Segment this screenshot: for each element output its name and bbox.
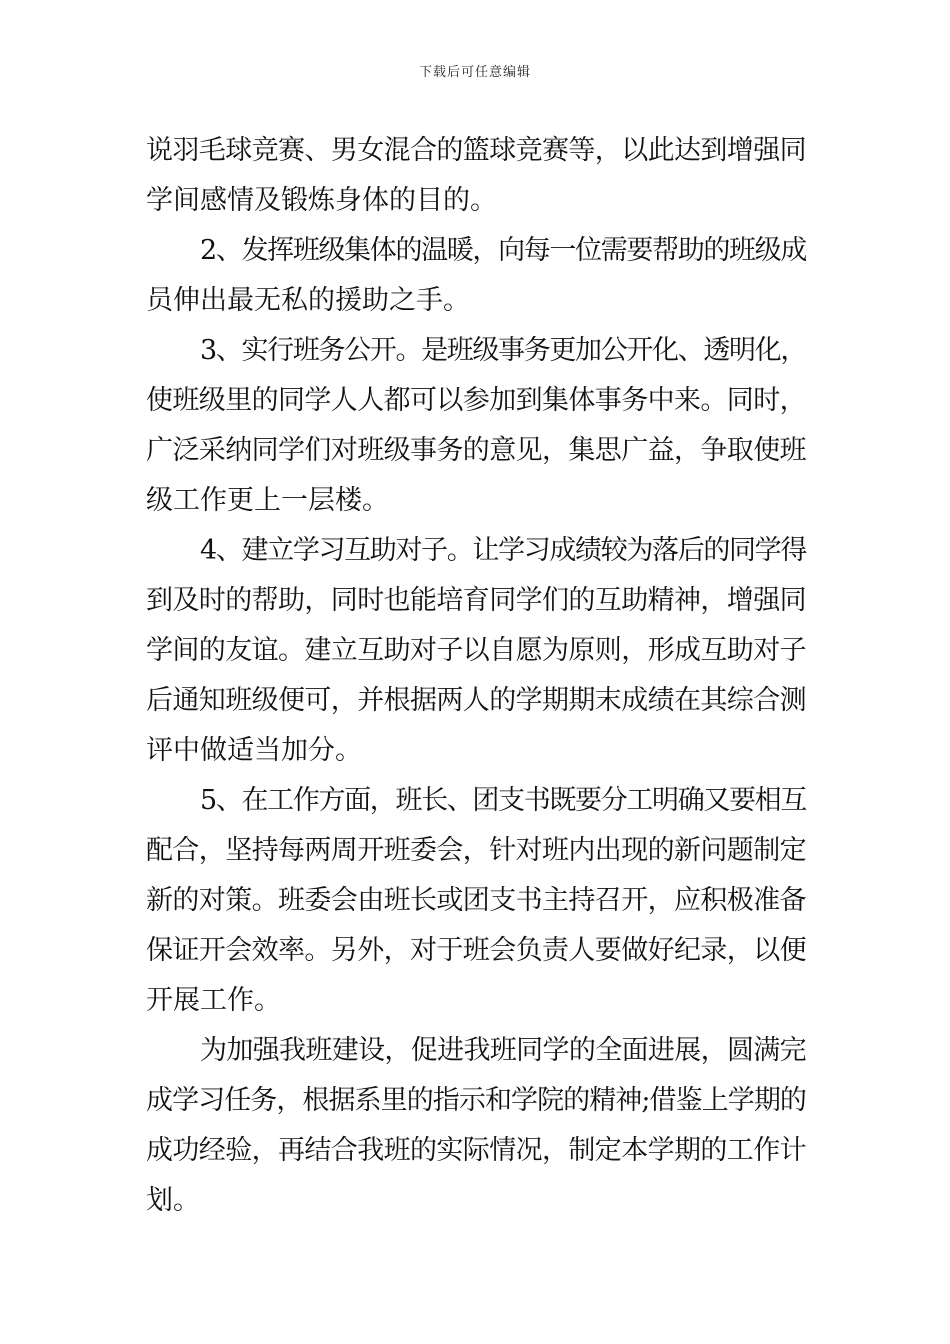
paragraph-line: 级工作更上一层楼。 bbox=[146, 485, 389, 516]
paragraph-line: 广泛采纳同学们对班级事务的意见，集思广益，争取使班 bbox=[146, 435, 806, 466]
paragraph-line: 使班级里的同学人人都可以参加到集体事务中来。同时， bbox=[146, 385, 806, 416]
paragraph-first-line: 4、建立学习互助对子。让学习成绩较为落后的同学得 bbox=[200, 535, 806, 566]
paragraph-line: 划。 bbox=[146, 1185, 200, 1216]
paragraph-line: 学间感情及锻炼身体的目的。 bbox=[146, 185, 497, 216]
paragraph-first-line: 为加强我班建设，促进我班同学的全面进展，圆满完 bbox=[200, 1035, 806, 1066]
paragraph-line: 成功经验，再结合我班的实际情况，制定本学期的工作计 bbox=[146, 1135, 806, 1166]
paragraph-line: 评中做适当加分。 bbox=[146, 735, 362, 766]
paragraph-line: 说羽毛球竞赛、男女混合的篮球竞赛等，以此达到增强同 bbox=[146, 135, 806, 166]
document-body bbox=[146, 126, 806, 1226]
paragraph-line: 员伸出最无私的援助之手。 bbox=[146, 285, 470, 316]
paragraph-first-line: 5、在工作方面，班长、团支书既要分工明确又要相互 bbox=[200, 785, 806, 816]
paragraph-line: 学间的友谊。建立互助对子以自愿为原则，形成互助对子 bbox=[146, 635, 806, 666]
paragraph-first-line: 2、发挥班级集体的温暖，向每一位需要帮助的班级成 bbox=[200, 235, 806, 266]
paragraph-first-line: 3、实行班务公开。是班级事务更加公开化、透明化， bbox=[200, 335, 806, 366]
paragraph-line: 新的对策。班委会由班长或团支书主持召开，应积极准备 bbox=[146, 885, 806, 916]
paragraph-line: 到及时的帮助，同时也能培育同学们的互助精神，增强同 bbox=[146, 585, 806, 616]
paragraph-line: 开展工作。 bbox=[146, 985, 281, 1016]
paragraph-line: 后通知班级便可，并根据两人的学期期末成绩在其综合测 bbox=[146, 685, 806, 716]
paragraph-line: 配合，坚持每两周开班委会，针对班内出现的新问题制定 bbox=[146, 835, 806, 866]
paragraph-line: 保证开会效率。另外，对于班会负责人要做好纪录，以便 bbox=[146, 935, 806, 966]
paragraph-line: 成学习任务，根据系里的指示和学院的精神;借鉴上学期的 bbox=[146, 1085, 806, 1116]
page-header: 下载后可任意编辑 bbox=[418, 65, 531, 80]
